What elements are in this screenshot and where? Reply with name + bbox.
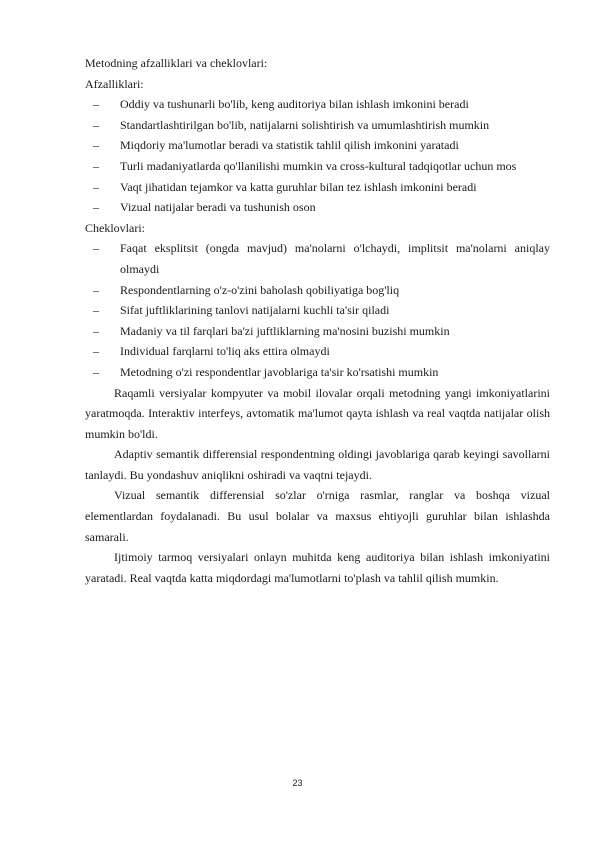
dash-marker: – [93, 138, 99, 153]
list-item: – Faqat eksplitsit (ongda mavjud) ma'nolarni o'lchaydi, implitsit ma'nolarni aniqlay olmaydi [85, 238, 550, 279]
list-item: – Metodning o'zi respondentlar javoblariga ta'sir ko'rsatishi mumkin [85, 362, 550, 383]
dash-marker: – [93, 282, 99, 297]
list-item: – Respondentlarning o'z-o'zini baholash qobiliyatiga bog'liq [85, 280, 550, 301]
paragraph-social-network: Ijtimoiy tarmoq versiyalari onlayn muhitda keng auditoriya bilan ishlash imkoniyatini yaratadi. Real vaqtda katta miqdordagi ma'lumotlarni to'plash va tahlil qilish mumkin. [85, 550, 550, 585]
list-item: – Individual farqlarni to'liq aks ettira olmaydi [85, 341, 550, 362]
dash-marker: – [93, 364, 99, 379]
dash-marker: – [93, 323, 99, 338]
list-item: – Turli madaniyatlarda qo'llanilishi mumkin va cross-kultural tadqiqotlar uchun mos [85, 156, 550, 177]
list-item: – Standartlashtirilgan bo'lib, natijalarni solishtirish va umumlashtirish mumkin [85, 115, 550, 136]
dash-marker: – [93, 158, 99, 173]
page-number: 23 [292, 778, 303, 788]
advantages-list [85, 94, 550, 218]
paragraph-adaptive: Adaptiv semantik differensial respondentning oldingi javoblariga qarab keyingi savollarni tanlaydi. Bu yondashuv aniqlikni oshiradi va vaqtni tejaydi. [85, 447, 550, 482]
dash-marker: – [93, 97, 99, 112]
paragraph-visual: Vizual semantik differensial so'zlar o'rniga rasmlar, ranglar va boshqa vizual elementlardan foydalanadi. Bu usul bolalar va maxsus ehtiyojli guruhlar bilan ishlashda samarali. [85, 488, 550, 544]
dash-marker: – [93, 303, 99, 318]
dash-marker: – [93, 344, 99, 359]
limitations-title: Cheklovlari: [85, 220, 145, 235]
section-heading: Metodning afzalliklari va cheklovlari: [85, 56, 268, 70]
list-item: – Sifat juftliklarining tanlovi natijalarni kuchli ta'sir qiladi [85, 300, 550, 321]
document-page [85, 53, 550, 588]
paragraph-digital-versions: Raqamli versiyalar kompyuter va mobil ilovalar orqali metodning yangi imkoniyatlarini yaratmoqda. Interaktiv interfeys, avtomatik ma'lumot qayta ishlash va real vaqtda natijalar olish mumkin bo'ldi. [85, 385, 550, 441]
dash-marker: – [93, 179, 99, 194]
dash-marker: – [93, 200, 99, 215]
limitations-list [85, 238, 550, 382]
list-item: – Miqdoriy ma'lumotlar beradi va statistik tahlil qilish imkonini yaratadi [85, 135, 550, 156]
dash-marker: – [93, 117, 99, 132]
list-item: – Vizual natijalar beradi va tushunish oson [85, 197, 550, 218]
dash-marker: – [93, 241, 99, 256]
list-item: – Oddiy va tushunarli bo'lib, keng auditoriya bilan ishlash imkonini beradi [85, 94, 550, 115]
list-item: – Vaqt jihatidan tejamkor va katta guruhlar bilan tez ishlash imkonini beradi [85, 177, 550, 198]
list-item: – Madaniy va til farqlari ba'zi juftliklarning ma'nosini buzishi mumkin [85, 321, 550, 342]
advantages-title: Afzalliklari: [85, 76, 144, 91]
